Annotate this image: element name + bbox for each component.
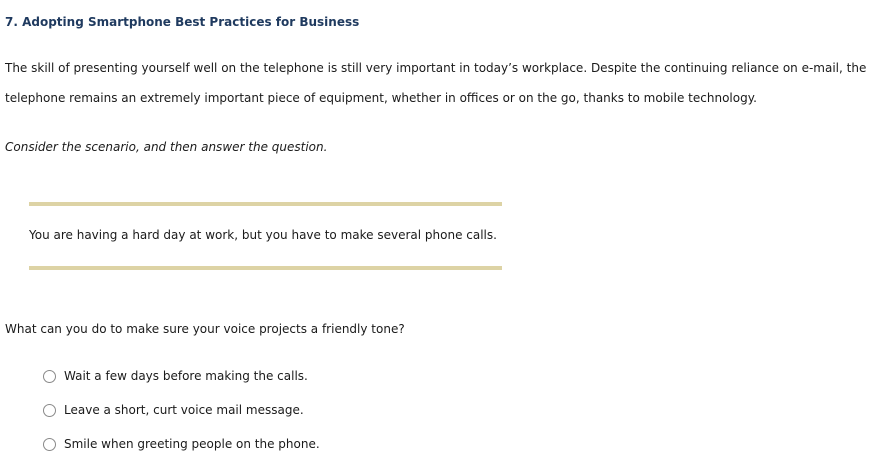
scenario-text: You are having a hard day at work, but you have to make several phone calls. bbox=[29, 228, 497, 242]
intro-paragraph: The skill of presenting yourself well on the telephone is still very important in today’s workplace. Despite the continuing reliance on e-mail, the telephone remains an extremely important piece of equipment, whether in offices or on the go, thanks to mobile technology. bbox=[5, 61, 867, 105]
answer-option-2[interactable] bbox=[43, 393, 320, 427]
radio-button-icon[interactable] bbox=[43, 438, 56, 451]
radio-button-icon[interactable] bbox=[43, 370, 56, 383]
answer-options bbox=[43, 359, 320, 461]
instruction-text: Consider the scenario, and then answer the question. bbox=[5, 140, 328, 154]
scenario-divider-bottom bbox=[29, 266, 502, 270]
radio-button-icon[interactable] bbox=[43, 404, 56, 417]
answer-option-label: Smile when greeting people on the phone. bbox=[64, 437, 320, 451]
answer-option-label: Leave a short, curt voice mail message. bbox=[64, 403, 304, 417]
scenario-divider-top bbox=[29, 202, 502, 206]
answer-option-1[interactable] bbox=[43, 359, 320, 393]
answer-option-label: Wait a few days before making the calls. bbox=[64, 369, 308, 383]
question-title: 7. Adopting Smartphone Best Practices for Business bbox=[5, 15, 360, 29]
question-prompt: What can you do to make sure your voice projects a friendly tone? bbox=[5, 322, 405, 336]
answer-option-3[interactable] bbox=[43, 427, 320, 461]
